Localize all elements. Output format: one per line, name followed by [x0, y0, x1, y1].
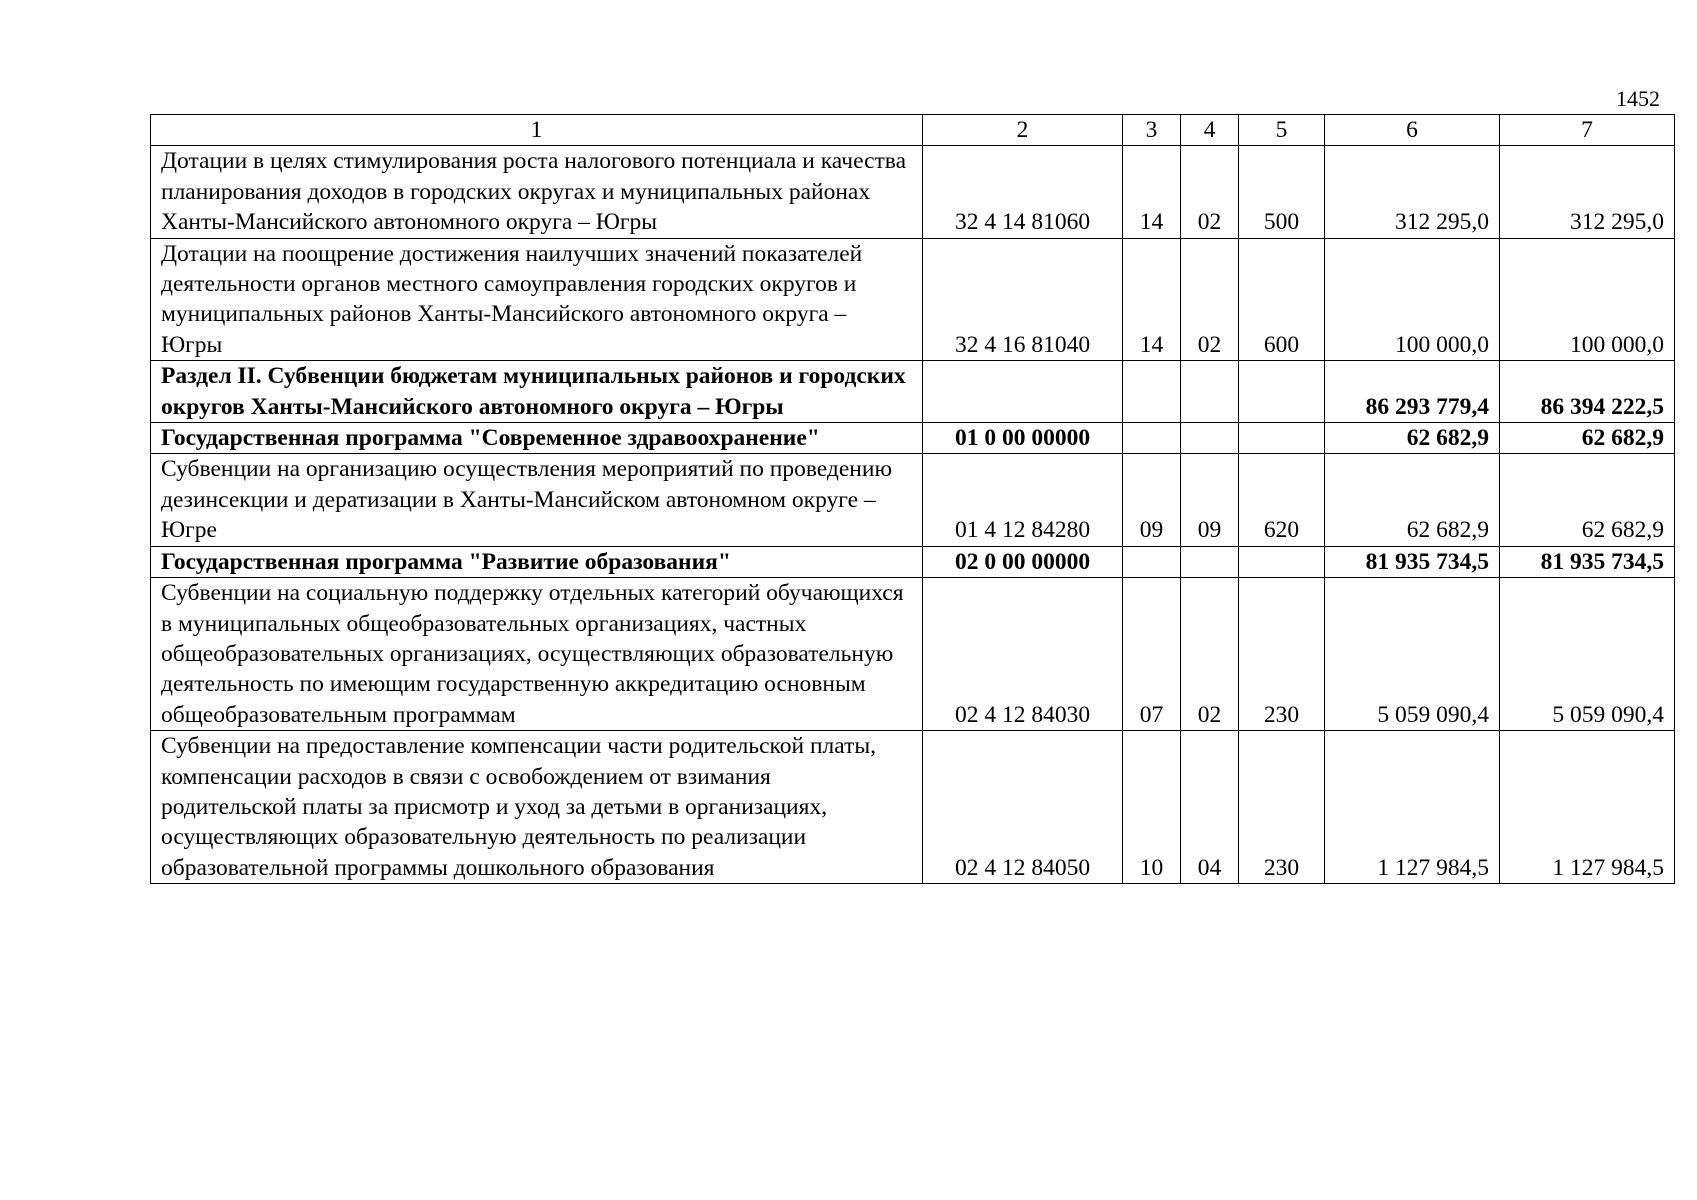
expense-type-code: 230 [1239, 578, 1325, 731]
table-row [151, 454, 1675, 546]
amount-col-7: 1 127 984,5 [1500, 731, 1675, 884]
expense-type-code: 620 [1239, 454, 1325, 546]
column-header: 2 [923, 115, 1123, 146]
target-code: 02 4 12 84050 [923, 731, 1123, 884]
amount-col-6: 1 127 984,5 [1325, 731, 1500, 884]
column-header: 3 [1123, 115, 1181, 146]
item-name: Субвенции на организацию осуществления мероприятий по проведению дезинсекции и дератизации в Ханты-Мансийском автономном округе – Югре [151, 454, 923, 546]
amount-col-7: 62 682,9 [1500, 423, 1675, 454]
item-name: Государственная программа "Развитие образования" [151, 546, 923, 577]
table-row [151, 238, 1675, 361]
section-code: 14 [1123, 238, 1181, 361]
column-header: 1 [151, 115, 923, 146]
subsection-code: 09 [1181, 454, 1239, 546]
subsection-code: 02 [1181, 238, 1239, 361]
subsection-code [1181, 546, 1239, 577]
column-header: 7 [1500, 115, 1675, 146]
subsection-code: 04 [1181, 731, 1239, 884]
table-row [151, 361, 1675, 423]
table-row [151, 578, 1675, 731]
item-name: Дотации в целях стимулирования роста налогового потенциала и качества планирования доходов в городских округах и муниципальных районах Ханты-Мансийского автономного округа – Югры [151, 146, 923, 238]
target-code [923, 361, 1123, 423]
column-header: 5 [1239, 115, 1325, 146]
expense-type-code: 500 [1239, 146, 1325, 238]
section-code: 09 [1123, 454, 1181, 546]
subsection-code: 02 [1181, 146, 1239, 238]
target-code: 01 4 12 84280 [923, 454, 1123, 546]
amount-col-6: 81 935 734,5 [1325, 546, 1500, 577]
expense-type-code [1239, 546, 1325, 577]
amount-col-7: 81 935 734,5 [1500, 546, 1675, 577]
item-name: Раздел II. Субвенции бюджетам муниципальных районов и городских округов Ханты-Мансийского автономного округа – Югры [151, 361, 923, 423]
amount-col-7: 312 295,0 [1500, 146, 1675, 238]
item-name: Государственная программа "Современное здравоохранение" [151, 423, 923, 454]
amount-col-7: 5 059 090,4 [1500, 578, 1675, 731]
budget-table [150, 114, 1675, 884]
section-code: 07 [1123, 578, 1181, 731]
section-code: 14 [1123, 146, 1181, 238]
amount-col-7: 100 000,0 [1500, 238, 1675, 361]
section-code [1123, 546, 1181, 577]
column-header: 6 [1325, 115, 1500, 146]
table-row [151, 423, 1675, 454]
amount-col-6: 312 295,0 [1325, 146, 1500, 238]
target-code: 02 4 12 84030 [923, 578, 1123, 731]
amount-col-7: 86 394 222,5 [1500, 361, 1675, 423]
section-code [1123, 423, 1181, 454]
section-code [1123, 361, 1181, 423]
item-name: Дотации на поощрение достижения наилучших значений показателей деятельности органов местного самоуправления городских округов и муниципальных районов Ханты-Мансийского автономного округа – Югры [151, 238, 923, 361]
subsection-code [1181, 423, 1239, 454]
item-name: Субвенции на предоставление компенсации части родительской платы, компенсации расходов в связи с освобождением от взимания родительской платы за присмотр и уход за детьми в организациях, осуществляющих образовательную деятельность по реализации образовательной программы дошкольного образования [151, 731, 923, 884]
target-code: 32 4 16 81040 [923, 238, 1123, 361]
amount-col-6: 100 000,0 [1325, 238, 1500, 361]
expense-type-code [1239, 361, 1325, 423]
amount-col-6: 62 682,9 [1325, 423, 1500, 454]
target-code: 32 4 14 81060 [923, 146, 1123, 238]
target-code: 02 0 00 00000 [923, 546, 1123, 577]
amount-col-6: 86 293 779,4 [1325, 361, 1500, 423]
page-number: 1452 [1616, 86, 1660, 111]
expense-type-code: 230 [1239, 731, 1325, 884]
column-header: 4 [1181, 115, 1239, 146]
expense-type-code [1239, 423, 1325, 454]
amount-col-7: 62 682,9 [1500, 454, 1675, 546]
amount-col-6: 62 682,9 [1325, 454, 1500, 546]
target-code: 01 0 00 00000 [923, 423, 1123, 454]
amount-col-6: 5 059 090,4 [1325, 578, 1500, 731]
table-row [151, 731, 1675, 884]
subsection-code: 02 [1181, 578, 1239, 731]
item-name: Субвенции на социальную поддержку отдельных категорий обучающихся в муниципальных общеобразовательных организациях, частных общеобразовательных организациях, осуществляющих образовательную деятельность по имеющим государственную аккредитацию основным общеобразовательным программам [151, 578, 923, 731]
section-code: 10 [1123, 731, 1181, 884]
header-row [151, 115, 1675, 146]
subsection-code [1181, 361, 1239, 423]
expense-type-code: 600 [1239, 238, 1325, 361]
table-row [151, 546, 1675, 577]
table-row [151, 146, 1675, 238]
